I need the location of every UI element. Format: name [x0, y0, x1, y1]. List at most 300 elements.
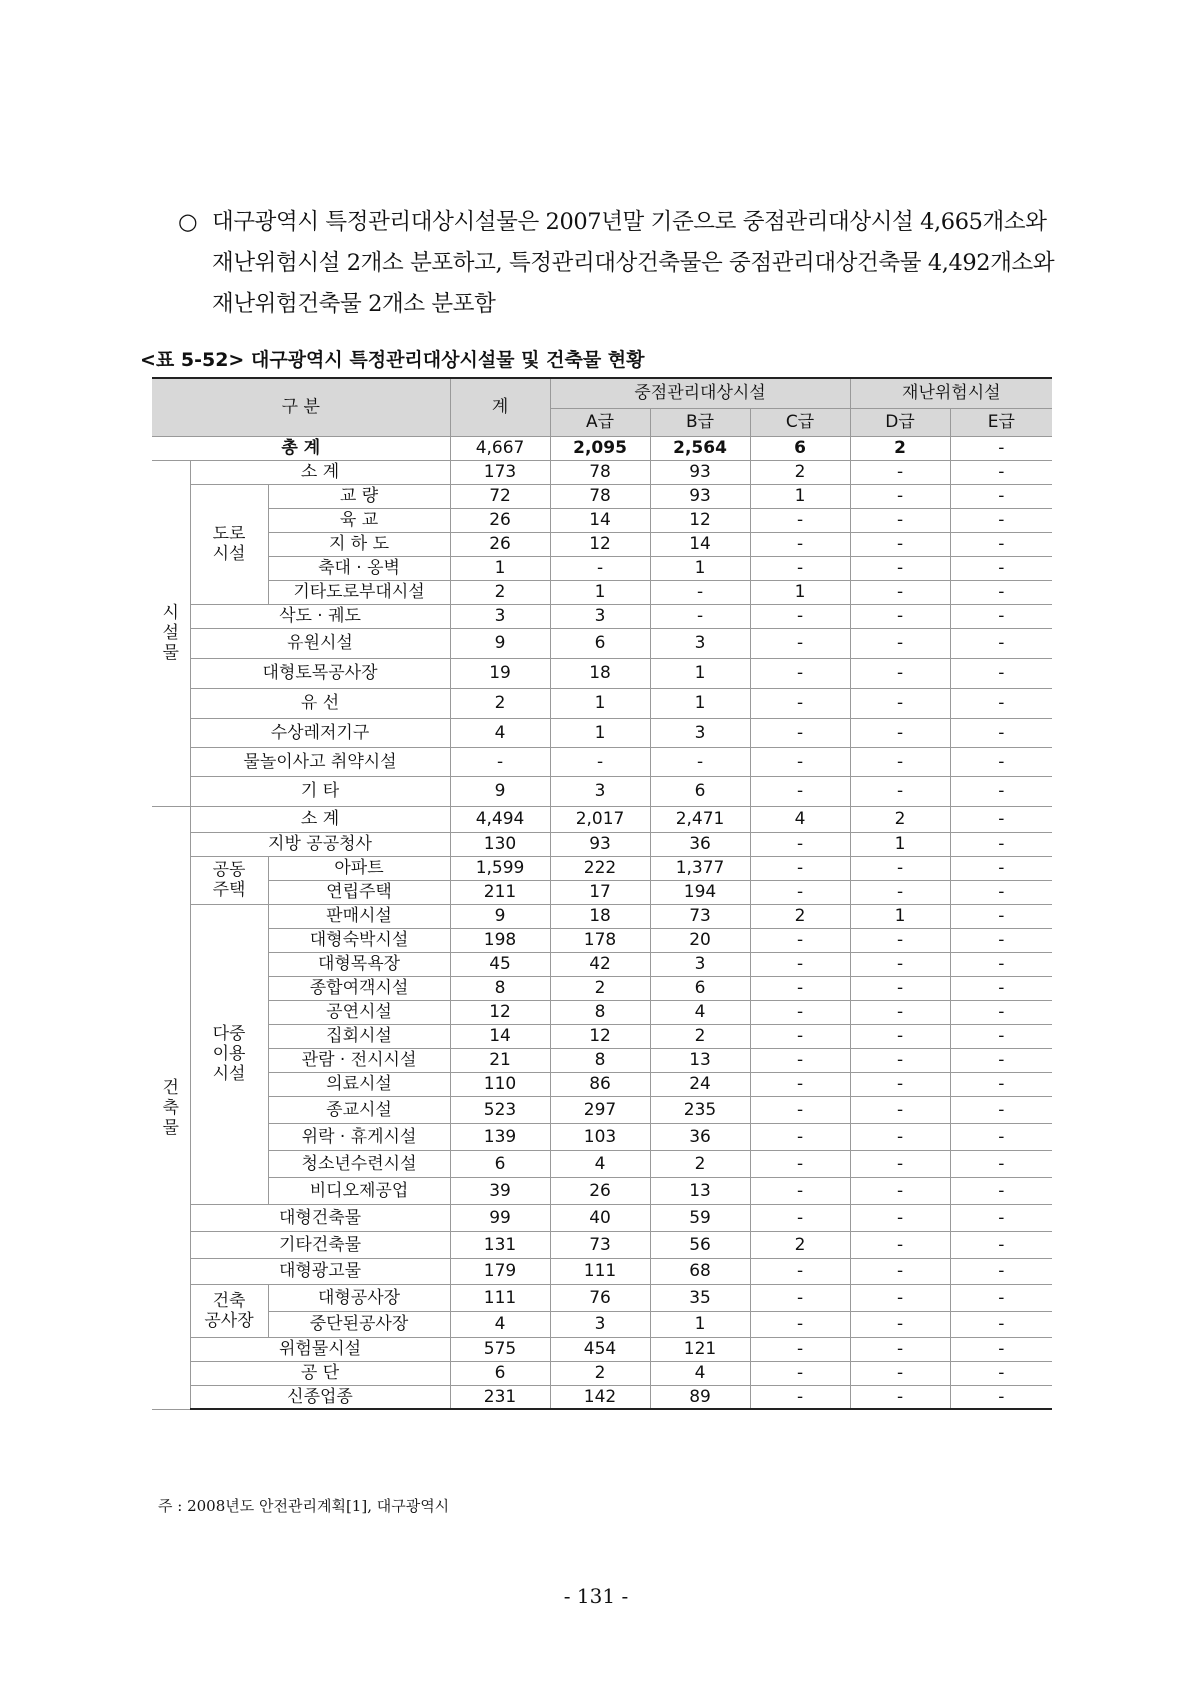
value-cell: - — [950, 1231, 1052, 1258]
row-label: 아파트 — [268, 856, 450, 880]
table-row — [152, 1385, 1052, 1409]
value-cell: - — [850, 1000, 950, 1024]
header-main-group: 중점관리대상시설 — [550, 378, 850, 408]
row-label: 청소년수련시설 — [268, 1150, 450, 1177]
value-cell: 78 — [550, 484, 650, 508]
value-cell: 2 — [750, 1231, 850, 1258]
table-row — [152, 604, 1052, 628]
value-cell: - — [750, 856, 850, 880]
table-row — [152, 508, 1052, 532]
row-label: 대형목욕장 — [268, 952, 450, 976]
table-row — [152, 1096, 1052, 1123]
value-cell: 6 — [650, 976, 750, 1000]
table-row — [152, 1150, 1052, 1177]
value-cell: - — [850, 1231, 950, 1258]
table-row — [152, 1000, 1052, 1024]
value-cell: - — [950, 508, 1052, 532]
table-caption: <표 5-52> 대구광역시 특정관리대상시설물 및 건축물 현황 — [140, 349, 645, 371]
value-cell: 523 — [450, 1096, 550, 1123]
value-cell: - — [950, 484, 1052, 508]
value-cell: - — [950, 1361, 1052, 1385]
value-cell: - — [950, 436, 1052, 460]
value-cell: - — [950, 904, 1052, 928]
value-cell: 2,471 — [650, 806, 750, 832]
row-label: 대형토목공사장 — [190, 658, 450, 688]
row-label: 공 단 — [190, 1361, 450, 1385]
value-cell: - — [850, 776, 950, 806]
value-cell: - — [650, 580, 750, 604]
value-cell: 12 — [650, 508, 750, 532]
value-cell: 13 — [650, 1177, 750, 1204]
value-cell: - — [850, 1385, 950, 1409]
table-row — [152, 378, 1052, 408]
value-cell: 56 — [650, 1231, 750, 1258]
value-cell: 26 — [450, 508, 550, 532]
subgroup-multi-use: 다중 이용 시설 — [190, 904, 268, 1204]
value-cell: 1 — [850, 832, 950, 856]
value-cell: - — [650, 604, 750, 628]
value-cell: - — [950, 658, 1052, 688]
value-cell: 231 — [450, 1385, 550, 1409]
value-cell: 8 — [450, 976, 550, 1000]
row-label: 공연시설 — [268, 1000, 450, 1024]
value-cell: - — [750, 508, 850, 532]
value-cell: 2 — [850, 806, 950, 832]
value-cell: - — [750, 658, 850, 688]
value-cell: - — [750, 976, 850, 1000]
value-cell: 2 — [650, 1024, 750, 1048]
value-cell: - — [950, 928, 1052, 952]
row-label: 물놀이사고 취약시설 — [190, 747, 450, 776]
section-facility: 시 설 물 — [152, 460, 190, 806]
table-row — [152, 718, 1052, 747]
value-cell: 12 — [550, 532, 650, 556]
value-cell: 9 — [450, 776, 550, 806]
table-row — [152, 806, 1052, 832]
value-cell: 1 — [550, 718, 650, 747]
value-cell: 4,494 — [450, 806, 550, 832]
value-cell: - — [950, 1204, 1052, 1231]
value-cell: - — [750, 1177, 850, 1204]
value-cell: 1,377 — [650, 856, 750, 880]
row-label: 지방 공공청사 — [190, 832, 450, 856]
row-label: 비디오제공업 — [268, 1177, 450, 1204]
value-cell: - — [750, 604, 850, 628]
value-cell: 454 — [550, 1337, 650, 1361]
value-cell: - — [950, 1311, 1052, 1337]
row-label: 의료시설 — [268, 1072, 450, 1096]
facility-building-table — [152, 377, 1052, 1410]
value-cell: 6 — [550, 628, 650, 658]
table-row — [152, 952, 1052, 976]
header-grade: E급 — [950, 408, 1052, 436]
value-cell: 78 — [550, 460, 650, 484]
value-cell: 45 — [450, 952, 550, 976]
value-cell: 3 — [650, 952, 750, 976]
table-row — [152, 532, 1052, 556]
row-label: 대형건축물 — [190, 1204, 450, 1231]
value-cell: - — [850, 928, 950, 952]
value-cell: - — [850, 628, 950, 658]
value-cell: - — [850, 508, 950, 532]
row-label: 삭도 · 궤도 — [190, 604, 450, 628]
value-cell: - — [750, 1048, 850, 1072]
value-cell: - — [850, 556, 950, 580]
value-cell: 1 — [650, 658, 750, 688]
value-cell: - — [850, 1150, 950, 1177]
source-note: 주 : 2008년도 안전관리계획[1], 대구광역시 — [158, 1497, 450, 1515]
value-cell: 178 — [550, 928, 650, 952]
value-cell: - — [850, 460, 950, 484]
value-cell: 86 — [550, 1072, 650, 1096]
value-cell: 139 — [450, 1123, 550, 1150]
value-cell: - — [950, 1000, 1052, 1024]
value-cell: 72 — [450, 484, 550, 508]
table-row — [152, 1177, 1052, 1204]
value-cell: - — [950, 747, 1052, 776]
value-cell: - — [850, 580, 950, 604]
row-label: 기 타 — [190, 776, 450, 806]
value-cell: 42 — [550, 952, 650, 976]
value-cell: - — [950, 1096, 1052, 1123]
header-grade: C급 — [750, 408, 850, 436]
value-cell: 211 — [450, 880, 550, 904]
value-cell: 2 — [750, 904, 850, 928]
value-cell: - — [750, 1361, 850, 1385]
value-cell: - — [950, 604, 1052, 628]
value-cell: 1 — [650, 688, 750, 718]
value-cell: - — [850, 688, 950, 718]
table-row — [152, 1284, 1052, 1311]
value-cell: 2 — [550, 1361, 650, 1385]
header-total: 계 — [450, 378, 550, 436]
row-label: 유원시설 — [190, 628, 450, 658]
value-cell: 6 — [450, 1361, 550, 1385]
value-cell: 130 — [450, 832, 550, 856]
value-cell: 14 — [550, 508, 650, 532]
value-cell: - — [950, 1024, 1052, 1048]
row-label: 육 교 — [268, 508, 450, 532]
value-cell: - — [950, 1177, 1052, 1204]
value-cell: 110 — [450, 1072, 550, 1096]
value-cell: - — [950, 628, 1052, 658]
value-cell: 12 — [550, 1024, 650, 1048]
value-cell: 4 — [750, 806, 850, 832]
value-cell: 18 — [550, 658, 650, 688]
value-cell: 59 — [650, 1204, 750, 1231]
value-cell: - — [950, 1150, 1052, 1177]
value-cell: - — [750, 1123, 850, 1150]
header-grade: D급 — [850, 408, 950, 436]
value-cell: 103 — [550, 1123, 650, 1150]
table-row — [152, 904, 1052, 928]
value-cell: 93 — [650, 484, 750, 508]
value-cell: - — [850, 952, 950, 976]
intro-bullet — [178, 202, 1078, 325]
value-cell: - — [950, 1048, 1052, 1072]
value-cell: - — [850, 1311, 950, 1337]
value-cell: - — [950, 580, 1052, 604]
value-cell: 3 — [550, 604, 650, 628]
value-cell: - — [950, 688, 1052, 718]
value-cell: 1 — [850, 904, 950, 928]
value-cell: 179 — [450, 1258, 550, 1284]
value-cell: - — [850, 532, 950, 556]
value-cell: 4 — [450, 718, 550, 747]
value-cell: 73 — [650, 904, 750, 928]
row-label: 중단된공사장 — [268, 1311, 450, 1337]
value-cell: 9 — [450, 904, 550, 928]
value-cell: - — [750, 1096, 850, 1123]
value-cell: - — [950, 556, 1052, 580]
value-cell: - — [850, 1024, 950, 1048]
value-cell: - — [750, 1385, 850, 1409]
value-cell: 1 — [550, 580, 650, 604]
table-row — [152, 1311, 1052, 1337]
value-cell: - — [650, 747, 750, 776]
row-label: 신종업종 — [190, 1385, 450, 1409]
value-cell: 73 — [550, 1231, 650, 1258]
value-cell: - — [550, 556, 650, 580]
value-cell: 2,564 — [650, 436, 750, 460]
value-cell: 99 — [450, 1204, 550, 1231]
value-cell: 1 — [750, 580, 850, 604]
value-cell: 8 — [550, 1048, 650, 1072]
value-cell: 18 — [550, 904, 650, 928]
value-cell: - — [950, 1123, 1052, 1150]
row-label: 위락 · 휴게시설 — [268, 1123, 450, 1150]
value-cell: - — [850, 1204, 950, 1231]
value-cell: 36 — [650, 1123, 750, 1150]
table-row — [152, 436, 1052, 460]
value-cell: - — [550, 747, 650, 776]
value-cell: - — [850, 880, 950, 904]
value-cell: 575 — [450, 1337, 550, 1361]
table-row — [152, 1123, 1052, 1150]
value-cell: - — [850, 856, 950, 880]
table-row — [152, 556, 1052, 580]
value-cell: 2 — [750, 460, 850, 484]
table-row — [152, 580, 1052, 604]
value-cell: - — [750, 628, 850, 658]
row-label: 대형공사장 — [268, 1284, 450, 1311]
table-row — [152, 1258, 1052, 1284]
value-cell: - — [850, 1177, 950, 1204]
value-cell: 6 — [750, 436, 850, 460]
value-cell: 2,017 — [550, 806, 650, 832]
value-cell: - — [750, 532, 850, 556]
value-cell: 19 — [450, 658, 550, 688]
bullet-mark: ○ — [178, 209, 198, 235]
value-cell: - — [750, 1258, 850, 1284]
value-cell: 222 — [550, 856, 650, 880]
value-cell: - — [950, 976, 1052, 1000]
value-cell: 14 — [450, 1024, 550, 1048]
value-cell: - — [750, 556, 850, 580]
value-cell: 3 — [450, 604, 550, 628]
value-cell: 2 — [550, 976, 650, 1000]
table-row — [152, 1048, 1052, 1072]
table-row — [152, 856, 1052, 880]
value-cell: 198 — [450, 928, 550, 952]
value-cell: - — [850, 1284, 950, 1311]
value-cell: - — [750, 1337, 850, 1361]
value-cell: 3 — [550, 1311, 650, 1337]
header-gubun: 구 분 — [152, 378, 450, 436]
value-cell: 2 — [450, 688, 550, 718]
value-cell: - — [850, 1258, 950, 1284]
value-cell: - — [950, 880, 1052, 904]
table-row — [152, 776, 1052, 806]
value-cell: 121 — [650, 1337, 750, 1361]
value-cell: 35 — [650, 1284, 750, 1311]
row-label: 위험물시설 — [190, 1337, 450, 1361]
value-cell: 36 — [650, 832, 750, 856]
value-cell: 4 — [450, 1311, 550, 1337]
table-row — [152, 976, 1052, 1000]
row-label: 관람 · 전시시설 — [268, 1048, 450, 1072]
value-cell: - — [750, 1204, 850, 1231]
value-cell: 76 — [550, 1284, 650, 1311]
value-cell: 194 — [650, 880, 750, 904]
value-cell: - — [850, 1361, 950, 1385]
value-cell: - — [850, 747, 950, 776]
value-cell: - — [850, 1072, 950, 1096]
header-disaster-group: 재난위험시설 — [850, 378, 1052, 408]
value-cell: 1 — [450, 556, 550, 580]
value-cell: 3 — [650, 718, 750, 747]
value-cell: 1,599 — [450, 856, 550, 880]
value-cell: 297 — [550, 1096, 650, 1123]
value-cell: - — [950, 806, 1052, 832]
row-label: 집회시설 — [268, 1024, 450, 1048]
value-cell: - — [850, 718, 950, 747]
value-cell: 2 — [650, 1150, 750, 1177]
table-row — [152, 460, 1052, 484]
table-row — [152, 1072, 1052, 1096]
value-cell: - — [850, 604, 950, 628]
table-row — [152, 747, 1052, 776]
bullet-line: 재난위험시설 2개소 분포하고, 특정관리대상건축물은 중점관리대상건축물 4,492개소와 — [212, 250, 1055, 276]
value-cell: 2,095 — [550, 436, 650, 460]
bullet-line: 대구광역시 특정관리대상시설물은 2007년말 기준으로 중점관리대상시설 4,665개소와 — [212, 209, 1047, 235]
value-cell: 21 — [450, 1048, 550, 1072]
value-cell: 4 — [650, 1000, 750, 1024]
row-label: 소 계 — [190, 460, 450, 484]
value-cell: 2 — [850, 436, 950, 460]
value-cell: 111 — [450, 1284, 550, 1311]
value-cell: 24 — [650, 1072, 750, 1096]
value-cell: - — [950, 832, 1052, 856]
value-cell: - — [750, 1024, 850, 1048]
table-row — [152, 484, 1052, 508]
row-label: 교 량 — [268, 484, 450, 508]
value-cell: 17 — [550, 880, 650, 904]
value-cell: 1 — [650, 1311, 750, 1337]
value-cell: - — [950, 718, 1052, 747]
row-label: 지 하 도 — [268, 532, 450, 556]
header-grade: A급 — [550, 408, 650, 436]
value-cell: 40 — [550, 1204, 650, 1231]
value-cell: 6 — [650, 776, 750, 806]
row-label: 유 선 — [190, 688, 450, 718]
value-cell: - — [950, 1072, 1052, 1096]
value-cell: - — [750, 1284, 850, 1311]
row-label: 기타건축물 — [190, 1231, 450, 1258]
value-cell: - — [950, 460, 1052, 484]
value-cell: - — [750, 832, 850, 856]
value-cell: 68 — [650, 1258, 750, 1284]
subgroup-construction: 건축 공사장 — [190, 1284, 268, 1337]
section-building: 건 축 물 — [152, 806, 190, 1409]
value-cell: 93 — [550, 832, 650, 856]
value-cell: - — [750, 880, 850, 904]
row-label: 기타도로부대시설 — [268, 580, 450, 604]
subgroup-apartment: 공동 주택 — [190, 856, 268, 904]
value-cell: 2 — [450, 580, 550, 604]
row-label: 수상레저기구 — [190, 718, 450, 747]
value-cell: 12 — [450, 1000, 550, 1024]
row-label: 대형숙박시설 — [268, 928, 450, 952]
bullet-line: 재난위험건축물 2개소 분포함 — [212, 291, 496, 317]
value-cell: - — [850, 1123, 950, 1150]
value-cell: - — [950, 776, 1052, 806]
value-cell: 8 — [550, 1000, 650, 1024]
value-cell: - — [750, 952, 850, 976]
value-cell: 9 — [450, 628, 550, 658]
value-cell: 4 — [650, 1361, 750, 1385]
row-label: 소 계 — [190, 806, 450, 832]
page-number: - 131 - — [563, 1584, 629, 1608]
value-cell: 235 — [650, 1096, 750, 1123]
value-cell: - — [950, 1284, 1052, 1311]
subgroup-road: 도로 시설 — [190, 484, 268, 604]
table-row — [152, 1231, 1052, 1258]
value-cell: - — [750, 776, 850, 806]
value-cell: - — [850, 484, 950, 508]
table-row — [152, 1204, 1052, 1231]
value-cell: 26 — [450, 532, 550, 556]
value-cell: - — [750, 1150, 850, 1177]
value-cell: - — [850, 1096, 950, 1123]
table-row — [152, 880, 1052, 904]
value-cell: 6 — [450, 1150, 550, 1177]
value-cell: 111 — [550, 1258, 650, 1284]
value-cell: - — [950, 1337, 1052, 1361]
value-cell: - — [750, 688, 850, 718]
row-label: 대형광고물 — [190, 1258, 450, 1284]
value-cell: 173 — [450, 460, 550, 484]
table-row — [152, 628, 1052, 658]
value-cell: - — [850, 1048, 950, 1072]
total-label: 총 계 — [152, 436, 450, 460]
value-cell: 142 — [550, 1385, 650, 1409]
value-cell: 4 — [550, 1150, 650, 1177]
value-cell: 1 — [550, 688, 650, 718]
row-label: 연립주택 — [268, 880, 450, 904]
value-cell: 131 — [450, 1231, 550, 1258]
row-label: 종교시설 — [268, 1096, 450, 1123]
table-row — [152, 832, 1052, 856]
value-cell: 3 — [650, 628, 750, 658]
value-cell: 4,667 — [450, 436, 550, 460]
value-cell: - — [950, 952, 1052, 976]
table-row — [152, 1337, 1052, 1361]
value-cell: - — [850, 658, 950, 688]
value-cell: 1 — [650, 556, 750, 580]
value-cell: - — [750, 1311, 850, 1337]
value-cell: - — [750, 1000, 850, 1024]
